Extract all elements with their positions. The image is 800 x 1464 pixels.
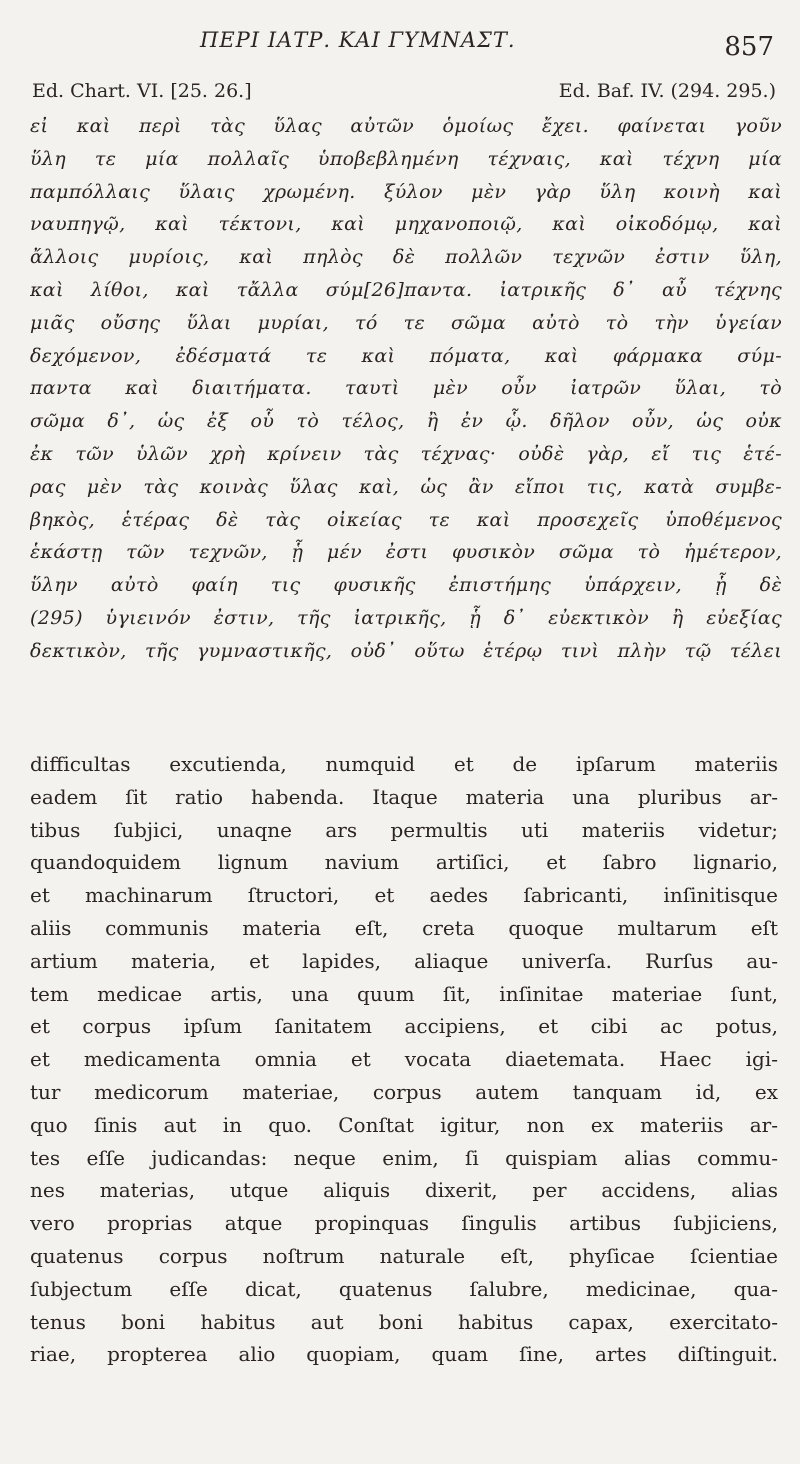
greek-line: μιᾶς οὔσης ὕλαι μυρίαι, τό τε σῶμα αὐτὸ τὸ τὴν ὑγείαν	[30, 311, 782, 334]
greek-line: σῶμα δ᾽, ὡς ἐξ οὗ τὸ τέλος, ἢ ἐν ᾧ. δῆλον οὖν, ὡς οὐκ	[30, 410, 782, 433]
latin-line: ſubjectum eſſe dicat, quatenus ſalubre, medicinae, qua-	[30, 1276, 778, 1301]
greek-line: παντα καὶ διαιτήματα. ταυτὶ μὲν οὖν ἰατρῶν ὕλαι, τὸ	[30, 377, 782, 400]
edition-reference-right: Ed. Baf. IV. (294. 295.)	[558, 80, 776, 102]
latin-line: tem medicae artis, una quum ſit, inſinitae materiae ſunt,	[30, 981, 778, 1006]
running-head: ΠΕΡΙ ΙΑΤΡ. ΚΑΙ ΓΥΜΝΑΣΤ.	[200, 28, 516, 52]
greek-line: ἑκάστῃ τῶν τεχνῶν, ᾗ μέν ἐστι φυσικὸν σῶμα τὸ ἡμέτερον,	[30, 541, 782, 564]
greek-text-block	[30, 110, 782, 668]
greek-line: ὕλην αὐτὸ φαίη τις φυσικῆς ἐπιστήμης ὑπάρχειν, ᾗ δὲ	[30, 574, 782, 597]
page-number: 857	[724, 32, 774, 62]
latin-line: tenus boni habitus aut boni habitus capax, exercitato-	[30, 1309, 778, 1334]
latin-line: tur medicorum materiae, corpus autem tanquam id, ex	[30, 1079, 778, 1104]
greek-line: ἄλλοις μυρίοις, καὶ πηλὸς δὲ πολλῶν τεχνῶν ἐστιν ὕλη,	[30, 246, 782, 269]
latin-line: quandoquidem lignum navium artiſici, et ſabro lignario,	[30, 850, 778, 875]
edition-reference-line	[28, 80, 776, 106]
greek-line: ἐκ τῶν ὑλῶν χρὴ κρίνειν τὰς τέχνας· οὐδὲ γὰρ, εἴ τις ἑτέ-	[30, 442, 782, 465]
latin-line: artium materia, et lapides, aliaque univerſa. Rurſus au-	[30, 948, 778, 973]
latin-line: eadem ſit ratio habenda. Itaque materia una pluribus ar-	[30, 784, 778, 809]
greek-line: ρας μὲν τὰς κοινὰς ὕλας καὶ, ὡς ἂν εἴποι τις, κατὰ συμβε-	[30, 475, 782, 498]
latin-line: quo ſinis aut in quo. Conſtat igitur, non ex materiis ar-	[30, 1112, 778, 1137]
latin-line: nes materias, utque aliquis dixerit, per accidens, alias	[30, 1178, 778, 1203]
latin-line: tibus ſubjici, unaqne ars permultis uti materiis videtur;	[30, 817, 778, 842]
latin-line: et corpus ipſum ſanitatem accipiens, et cibi ac potus,	[30, 1014, 778, 1039]
latin-text-block	[30, 748, 778, 1371]
latin-line: aliis communis materia eſt, creta quoque multarum eſt	[30, 915, 778, 940]
greek-line: εἰ καὶ περὶ τὰς ὕλας αὐτῶν ὁμοίως ἔχει. φαίνεται γοῦν	[30, 115, 782, 137]
latin-line: et medicamenta omnia et vocata diaetemata. Haec igi-	[30, 1047, 778, 1072]
greek-line: (295) ὑγιεινόν ἐστιν, τῆς ἰατρικῆς, ᾗ δ᾽ εὐεκτικὸν ἢ εὐεξίας	[30, 606, 782, 629]
greek-line: δεκτικὸν, τῆς γυμναστικῆς, οὐδ᾽ οὕτω ἑτέρῳ τινὶ πλὴν τῷ τέλει	[30, 639, 782, 662]
latin-line: et machinarum ſtructori, et aedes ſabricanti, inſinitisque	[30, 883, 778, 908]
greek-line: ναυπηγῷ, καὶ τέκτονι, καὶ μηχανοποιῷ, καὶ οἰκοδόμῳ, καὶ	[30, 213, 782, 236]
greek-line: καὶ λίθοι, καὶ τἄλλα σύμ[26]παντα. ἰατρικῆς δ᾽ αὖ τέχνης	[30, 278, 782, 301]
latin-line: riae, propterea alio quopiam, quam ſine, artes diſtinguit.	[30, 1342, 778, 1367]
greek-line: παμπόλλαις ὕλαις χρωμένη. ξύλον μὲν γὰρ ὕλη κοινὴ καὶ	[30, 180, 782, 203]
latin-line: vero proprias atque propinquas ſingulis artibus ſubjiciens,	[30, 1211, 778, 1236]
latin-line: tes eſſe judicandas: neque enim, ſi quispiam alias commu-	[30, 1145, 778, 1170]
latin-line: quatenus corpus noſtrum naturale eſt, phyſicae ſcientiae	[30, 1243, 778, 1268]
latin-line: difficultas excutienda, numquid et de ipſarum materiis	[30, 752, 778, 776]
greek-line: βηκὸς, ἑτέρας δὲ τὰς οἰκείας τε καὶ προσεχεῖς ὑποθέμενος	[30, 508, 782, 531]
greek-line: δεχόμενον, ἐδέσματά τε καὶ πόματα, καὶ φάρμακα σύμ-	[30, 344, 782, 367]
edition-reference-left: Ed. Chart. VI. [25. 26.]	[32, 80, 252, 102]
greek-line: ὕλη τε μία πολλαῖς ὑποβεβλημένη τέχναις, καὶ τέχνη μία	[30, 147, 782, 170]
